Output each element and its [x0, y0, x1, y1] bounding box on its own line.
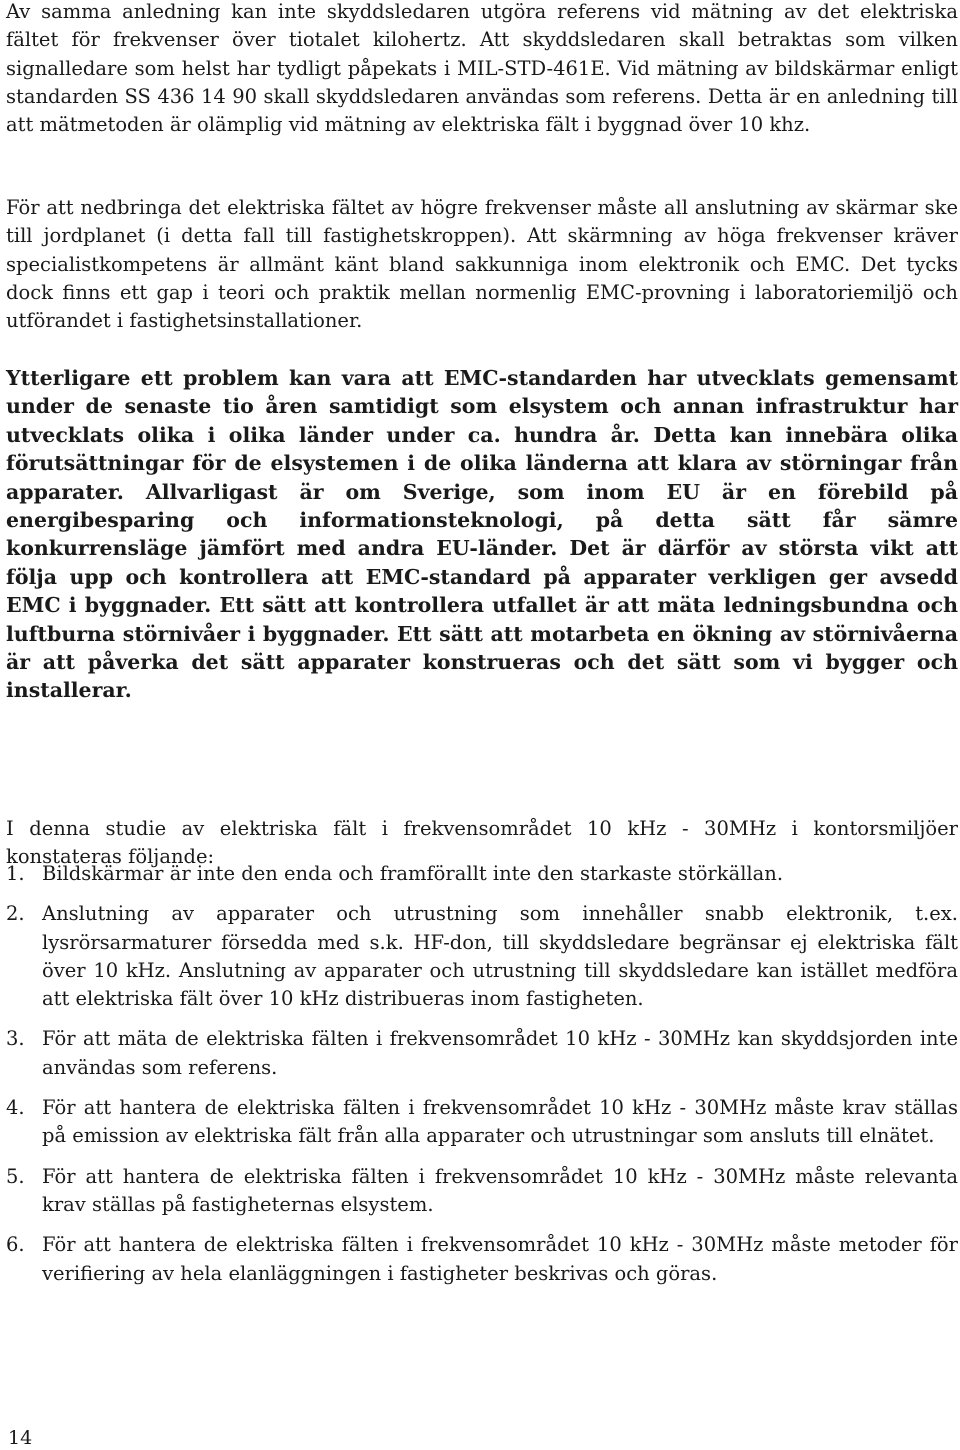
list-item-number: 3.	[6, 1027, 25, 1051]
list-item-number: 1.	[6, 862, 25, 885]
list-item	[6, 900, 958, 1013]
list-item-text: Anslutning av apparater och utrustning som innehåller snabb elektronik, t.ex. lysrörsarmaturer försedda med s.k. HF-don, till skyddsledare begränsar ej elektriska fält över 10 kHz. Anslutning av apparater och utrustning till skyddsledare kan istället medföra att elektriska fält över 10 kHz distribueras inom fastigheten.	[42, 902, 958, 1011]
page-number: 14	[8, 1427, 33, 1449]
list-item-number: 6.	[6, 1233, 25, 1257]
paragraph-shielding: För att nedbringa det elektriska fältet av högre frekvenser måste all anslutning av skärmar ske till jordplanet (i detta fall till fastighetskroppen). Att skärmning av höga frekvenser kräver specialistkompetens är allmänt känt bland sakkunniga inom elektronik och EMC. Det tycks dock finns ett gap i teori och praktik mellan normenlig EMC-provning i laboratoriemiljö och utförandet i fastighetsinstallationer.	[6, 196, 958, 333]
findings-list	[6, 860, 958, 1300]
list-item	[6, 1094, 958, 1151]
paragraph-study-intro: I denna studie av elektriska fält i frekvensområdet 10 kHz - 30MHz i kontorsmiljöer konstateras följande:	[6, 817, 958, 869]
list-item-number: 5.	[6, 1164, 25, 1188]
paragraph-protective-conductor: Av samma anledning kan inte skyddsledaren utgöra referens vid mätning av det elektriska fältet för frekvenser över tiotalet kilohertz. Att skyddsledaren skall betraktas som vilken signalledare som helst har tydligt påpekats i MIL-STD-461E. Vid mätning av bildskärmar enligt standarden SS 436 14 90 skall skyddsledaren användas som referens. Detta är en anledning till att mätmetoden är olämplig vid mätning av elektriska fält i byggnad över 10 khz.	[6, 0, 958, 137]
list-item-number: 2.	[6, 902, 25, 926]
list-item-text: För att hantera de elektriska fälten i frekvensområdet 10 kHz - 30MHz måste krav ställas på emission av elektriska fält från alla apparater och utrustningar som ansluts till elnätet.	[42, 1096, 958, 1148]
list-item	[6, 1025, 958, 1082]
list-item-text: För att mäta de elektriska fälten i frekvensområdet 10 kHz - 30MHz kan skyddsjorden inte användas som referens.	[42, 1027, 958, 1079]
list-item	[6, 1231, 958, 1288]
list-item-text: För att hantera de elektriska fälten i frekvensområdet 10 kHz - 30MHz måste relevanta krav ställas på fastigheternas elsystem.	[42, 1164, 958, 1216]
list-item-text: Bildskärmar är inte den enda och framförallt inte den starkaste störkällan.	[42, 862, 784, 885]
list-item	[6, 1163, 958, 1220]
list-item	[6, 860, 958, 888]
list-item-text: För att hantera de elektriska fälten i frekvensområdet 10 kHz - 30MHz måste metoder för verifiering av hela elanläggningen i fastigheter beskrivas och göras.	[42, 1233, 958, 1285]
paragraph-emc-standard-bold: Ytterligare ett problem kan vara att EMC-standarden har utvecklats gemensamt under de senaste tio åren samtidigt som elsystem och annan infrastruktur har utvecklats olika i olika länder under ca. hundra år. Detta kan innebära olika förutsättningar för de elsystemen i de olika länderna att klara av störningar från apparater. Allvarligast är om Sverige, som inom EU är en förebild på energibesparing och informationsteknologi, på detta sätt får sämre konkurrensläge jämfört med andra EU-länder. Det är därför av största vikt att följa upp och kontrollera att EMC-standard på apparater verkligen ger avsedd EMC i byggnader. Ett sätt att kontrollera utfallet är att mäta ledningsbundna och luftburna störnivåer i byggnader. Ett sätt att motarbeta en ökning av störnivåerna är att påverka det sätt apparater konstrueras och det sätt som vi bygger och installerar.	[6, 366, 958, 703]
list-item-number: 4.	[6, 1096, 25, 1120]
